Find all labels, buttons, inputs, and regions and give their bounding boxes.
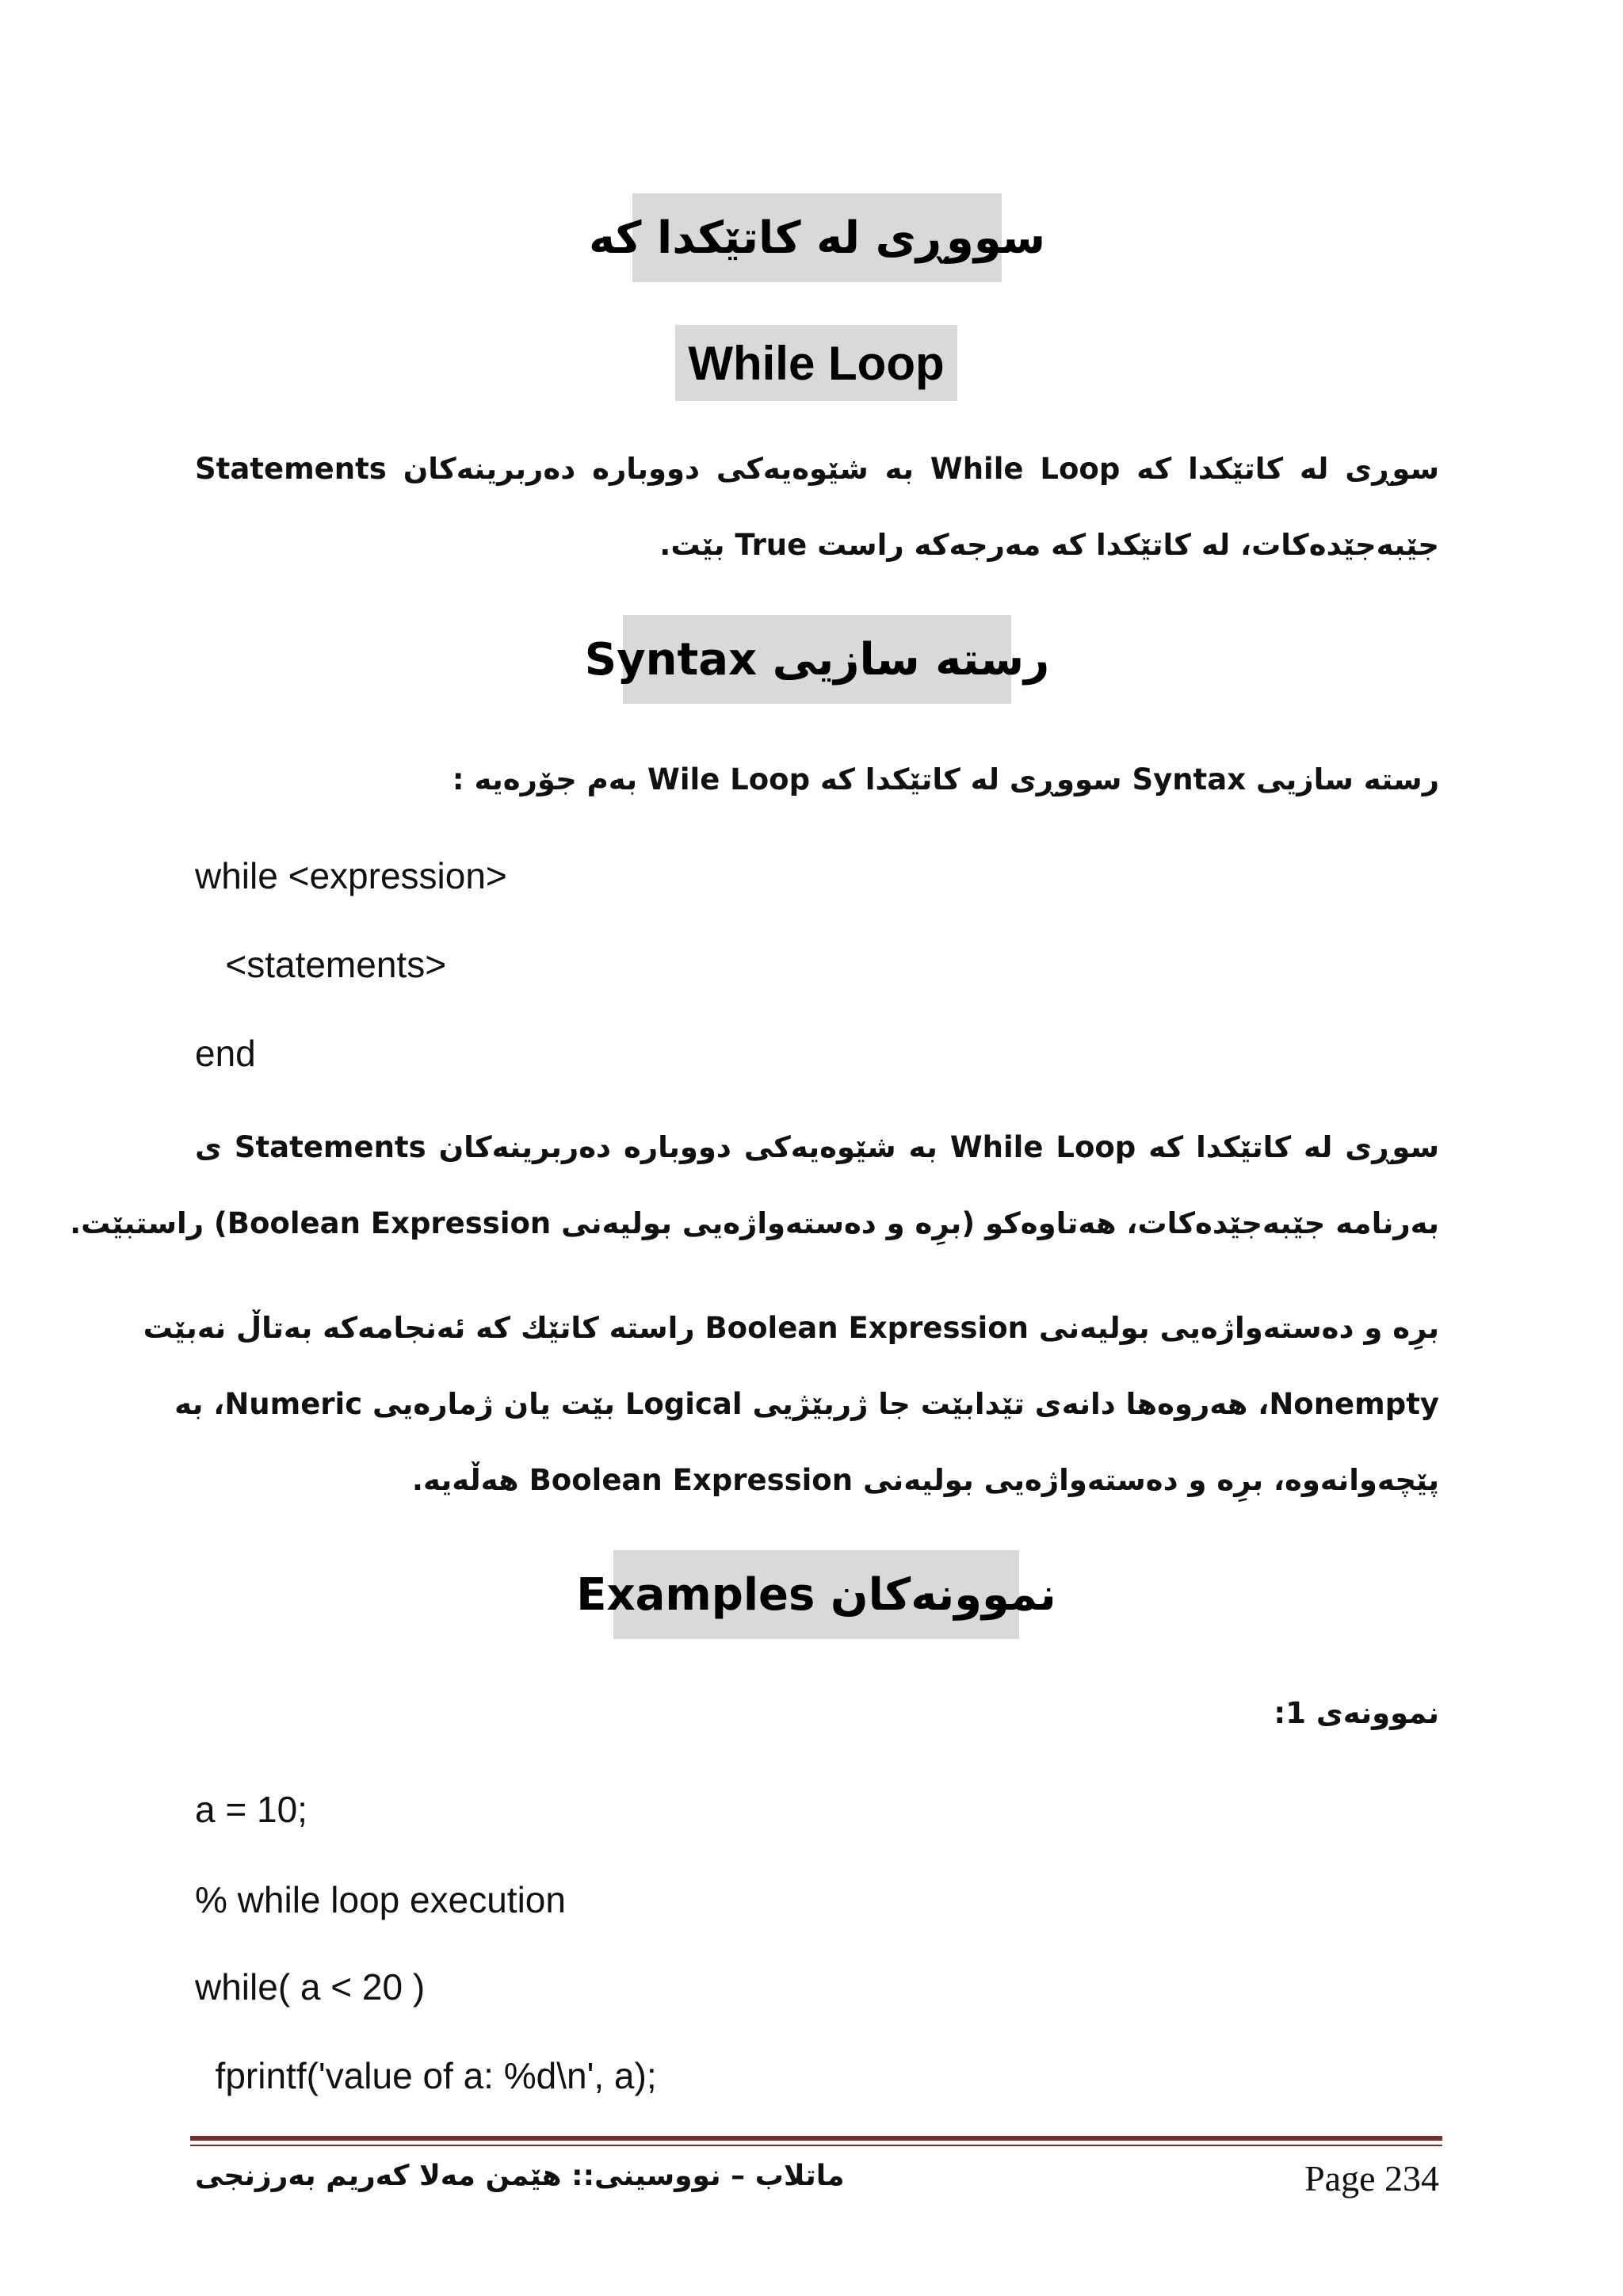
heading-syntax: رستە سازیی Syntax bbox=[623, 615, 1011, 704]
syntax-code-line-2: <statements> bbox=[195, 944, 447, 985]
example-label: نموونەی 1: bbox=[1274, 1696, 1439, 1730]
syntax-intro-paragraph bbox=[195, 742, 1439, 818]
desc2-line-1: برِە و دەستەواژەیی بولیەنی Boolean Expression راستە کاتێك کە ئەنجامەکە بەتاڵ نەبێت bbox=[143, 1311, 1439, 1345]
example-label-paragraph bbox=[195, 1675, 1439, 1752]
footer-rule-thin bbox=[190, 2145, 1442, 2146]
footer-author: ماتلاب – نووسینی:: هێمن مەلا کەریم بەرزنجی bbox=[195, 2160, 845, 2192]
heading-examples: نموونەکان Examples bbox=[613, 1550, 1019, 1639]
desc2-line-3: پێچەوانەوە، برِە و دەستەواژەیی بولیەنی Boolean Expression هەڵەیە. bbox=[411, 1463, 1439, 1497]
syntax-code-line-3: end bbox=[195, 1033, 256, 1074]
example-code-line-1: a = 10; bbox=[195, 1789, 307, 1830]
intro-line-2: جێبەجێدەکات، لە کاتێکدا کە مەرجەکە راست True بێت. bbox=[659, 528, 1439, 562]
desc2-line-2: Nonempty، هەروەها دانەی تێدابێت جا ژربێژیی Logical بێت یان ژمارەیی Numeric، بە bbox=[174, 1387, 1439, 1421]
desc1-line-2: بەرنامە جێبەجێدەکات، هەتاوەکو (برِە و دەستەواژەیی بولیەنی Boolean Expression) راستبێت. bbox=[70, 1206, 1439, 1240]
description-paragraph-2 bbox=[143, 1290, 1439, 1519]
footer-rule-thick bbox=[190, 2136, 1442, 2141]
intro-line-1: سوڕی لە کاتێکدا کە While Loop بە شێوەیەکی دووبارە دەربرینەکان Statements bbox=[195, 452, 1439, 486]
syntax-intro-line: رستە سازیی Syntax سووڕی لە کاتێکدا کە Wile Loop بەم جۆرەیە : bbox=[452, 762, 1439, 797]
example-code-line-4: fprintf('value of a: %d\n', a); bbox=[195, 2055, 657, 2096]
heading-title-kurdish: سووڕی لە کاتێکدا کە bbox=[632, 193, 1002, 282]
example-code-line-2: % while loop execution bbox=[195, 1879, 566, 1920]
intro-paragraph bbox=[195, 431, 1439, 583]
footer-page-number: Page 234 bbox=[1304, 2158, 1439, 2199]
description-paragraph-1 bbox=[70, 1110, 1439, 1262]
heading-title-english: While Loop bbox=[675, 325, 957, 401]
example-code-line-3: while( a < 20 ) bbox=[195, 1966, 426, 2008]
desc1-line-1: سوڕی لە کاتێکدا کە While Loop بە شێوەیەکی دووبارە دەربرینەکان Statements ی bbox=[195, 1130, 1439, 1164]
syntax-code-line-1: while <expression> bbox=[195, 855, 507, 896]
